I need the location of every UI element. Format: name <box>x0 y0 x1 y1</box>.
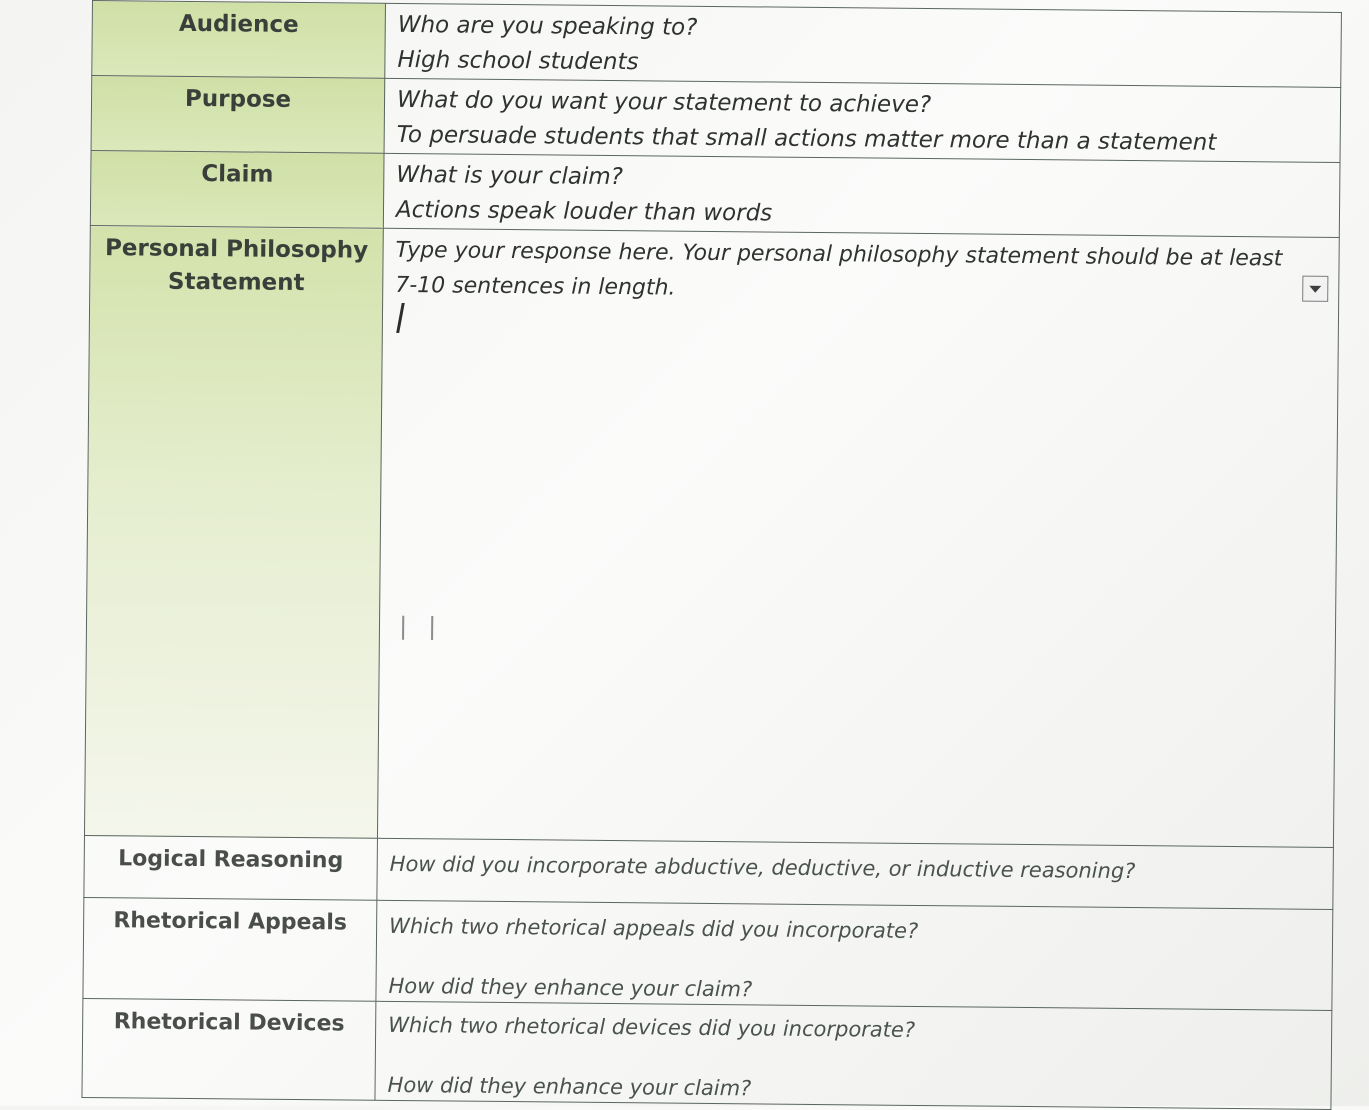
row-label-rhetorical-devices: Rhetorical Devices <box>82 998 376 1100</box>
rhetorical-devices-cell[interactable] <box>375 1001 1332 1109</box>
text-cursor <box>396 303 405 333</box>
philosophy-planner-table <box>81 0 1341 1110</box>
philosophy-label-line2: Statement <box>167 268 305 297</box>
rhetorical-appeals-followup: How did they enhance your claim? <box>388 973 753 1002</box>
row-label-logical-reasoning: Logical Reasoning <box>84 835 378 900</box>
claim-answer[interactable]: Actions speak louder than words <box>395 196 773 227</box>
row-label-rhetorical-appeals: Rhetorical Appeals <box>83 897 377 1001</box>
rhetorical-appeals-prompt: Which two rhetorical appeals did you incorporate? <box>389 913 919 943</box>
rhetorical-devices-followup: How did they enhance your claim? <box>387 1072 752 1101</box>
philosophy-placeholder-line2: 7-10 sentences in length. <box>395 272 676 301</box>
row-label-philosophy <box>84 225 383 838</box>
table-row-rhetorical-devices <box>82 998 1332 1109</box>
logical-reasoning-cell[interactable] <box>377 838 1334 909</box>
purpose-cell[interactable] <box>384 78 1341 162</box>
claim-cell[interactable] <box>383 153 1340 237</box>
ibeam-cursor-icon: | | <box>395 611 440 641</box>
table-row-audience <box>92 1 1342 88</box>
audience-cell[interactable] <box>385 3 1342 87</box>
audience-answer[interactable]: High school students <box>397 46 639 76</box>
planner-table-wrapper <box>81 0 1341 1110</box>
purpose-answer[interactable]: To persuade students that small actions matter more than a statement <box>396 121 1217 156</box>
purpose-prompt: What do you want your statement to achieve? <box>396 86 932 119</box>
table-row-philosophy <box>84 225 1339 847</box>
rhetorical-appeals-cell[interactable] <box>376 900 1333 1010</box>
philosophy-statement-field[interactable] <box>377 228 1339 847</box>
logical-reasoning-prompt: How did you incorporate abductive, deductive, or inductive reasoning? <box>389 851 1136 884</box>
row-label-claim: Claim <box>90 150 384 228</box>
table-row-purpose <box>91 76 1341 163</box>
philosophy-label-line1: Personal Philosophy <box>104 235 369 264</box>
dropdown-arrow-icon[interactable] <box>1302 276 1328 302</box>
philosophy-placeholder-line1: Type your response here. Your personal philosophy statement should be at least <box>395 237 1283 272</box>
table-row-rhetorical-appeals <box>83 897 1333 1010</box>
row-label-audience: Audience <box>92 1 386 79</box>
audience-prompt: Who are you speaking to? <box>397 11 698 41</box>
row-label-purpose: Purpose <box>91 76 385 154</box>
table-row-claim <box>90 150 1340 237</box>
claim-prompt: What is your claim? <box>396 161 624 191</box>
rhetorical-devices-prompt: Which two rhetorical devices did you incorporate? <box>388 1012 916 1042</box>
